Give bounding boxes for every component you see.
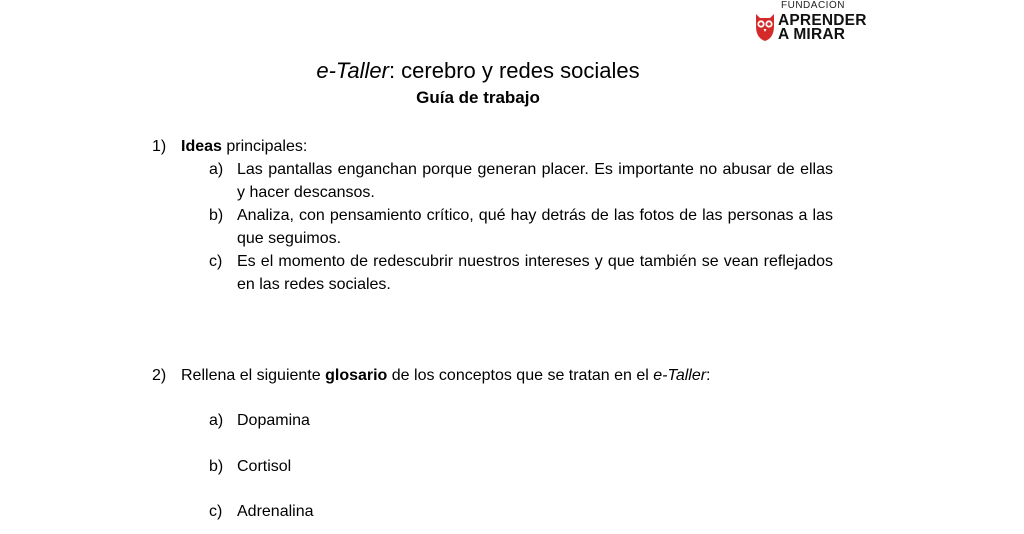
document-title — [0, 57, 956, 85]
owl-icon — [755, 12, 775, 42]
question-text — [181, 135, 307, 158]
list-item-letter: a) — [209, 412, 224, 429]
question-middle: de los conceptos que se tratan en el — [387, 367, 654, 384]
list-item-letter: a) — [209, 161, 224, 178]
title-rest: : cerebro y redes sociales — [388, 58, 640, 83]
list-item-text: Las pantallas enganchan porque generan placer. Es importante no abusar de ellas y hacer descansos. — [237, 161, 833, 201]
question-number: 2) — [152, 367, 167, 384]
list-item-letter: b) — [209, 207, 224, 224]
question-end: : — [706, 367, 711, 384]
list-item-letter: c) — [209, 253, 223, 270]
list-item-letter: c) — [209, 503, 223, 520]
question-rest: principales: — [221, 138, 308, 155]
question-text — [181, 364, 711, 387]
glossary-term: Dopamina — [237, 412, 310, 429]
logo-name-line1: APRENDER — [778, 12, 867, 29]
question-number: 1) — [152, 138, 167, 155]
document-subtitle: Guía de trabajo — [416, 88, 540, 107]
logo-foundation-label: FUNDACIÓN — [781, 0, 845, 11]
list-item-letter: b) — [209, 458, 224, 475]
list-item-text: Analiza, con pensamiento crítico, qué hay detrás de las fotos de las personas a las que seguimos. — [237, 207, 833, 247]
question-before: Rellena el siguiente — [181, 367, 326, 384]
glossary-term: Adrenalina — [237, 503, 314, 520]
question-1 — [0, 135, 1024, 158]
logo-name-line2: A MIRAR — [778, 26, 846, 43]
question-italic: e-Taller — [653, 367, 707, 384]
question-bold: Ideas — [181, 138, 222, 155]
list-item-text: Es el momento de redescubrir nuestros intereses y que también se vean reflejados en las redes sociales. — [237, 253, 833, 293]
question-bold: glosario — [325, 367, 388, 384]
glossary-term: Cortisol — [237, 458, 292, 475]
fundacion-logo — [755, 0, 885, 44]
title-italic: e-Taller — [316, 58, 389, 83]
question-2 — [0, 364, 1024, 387]
